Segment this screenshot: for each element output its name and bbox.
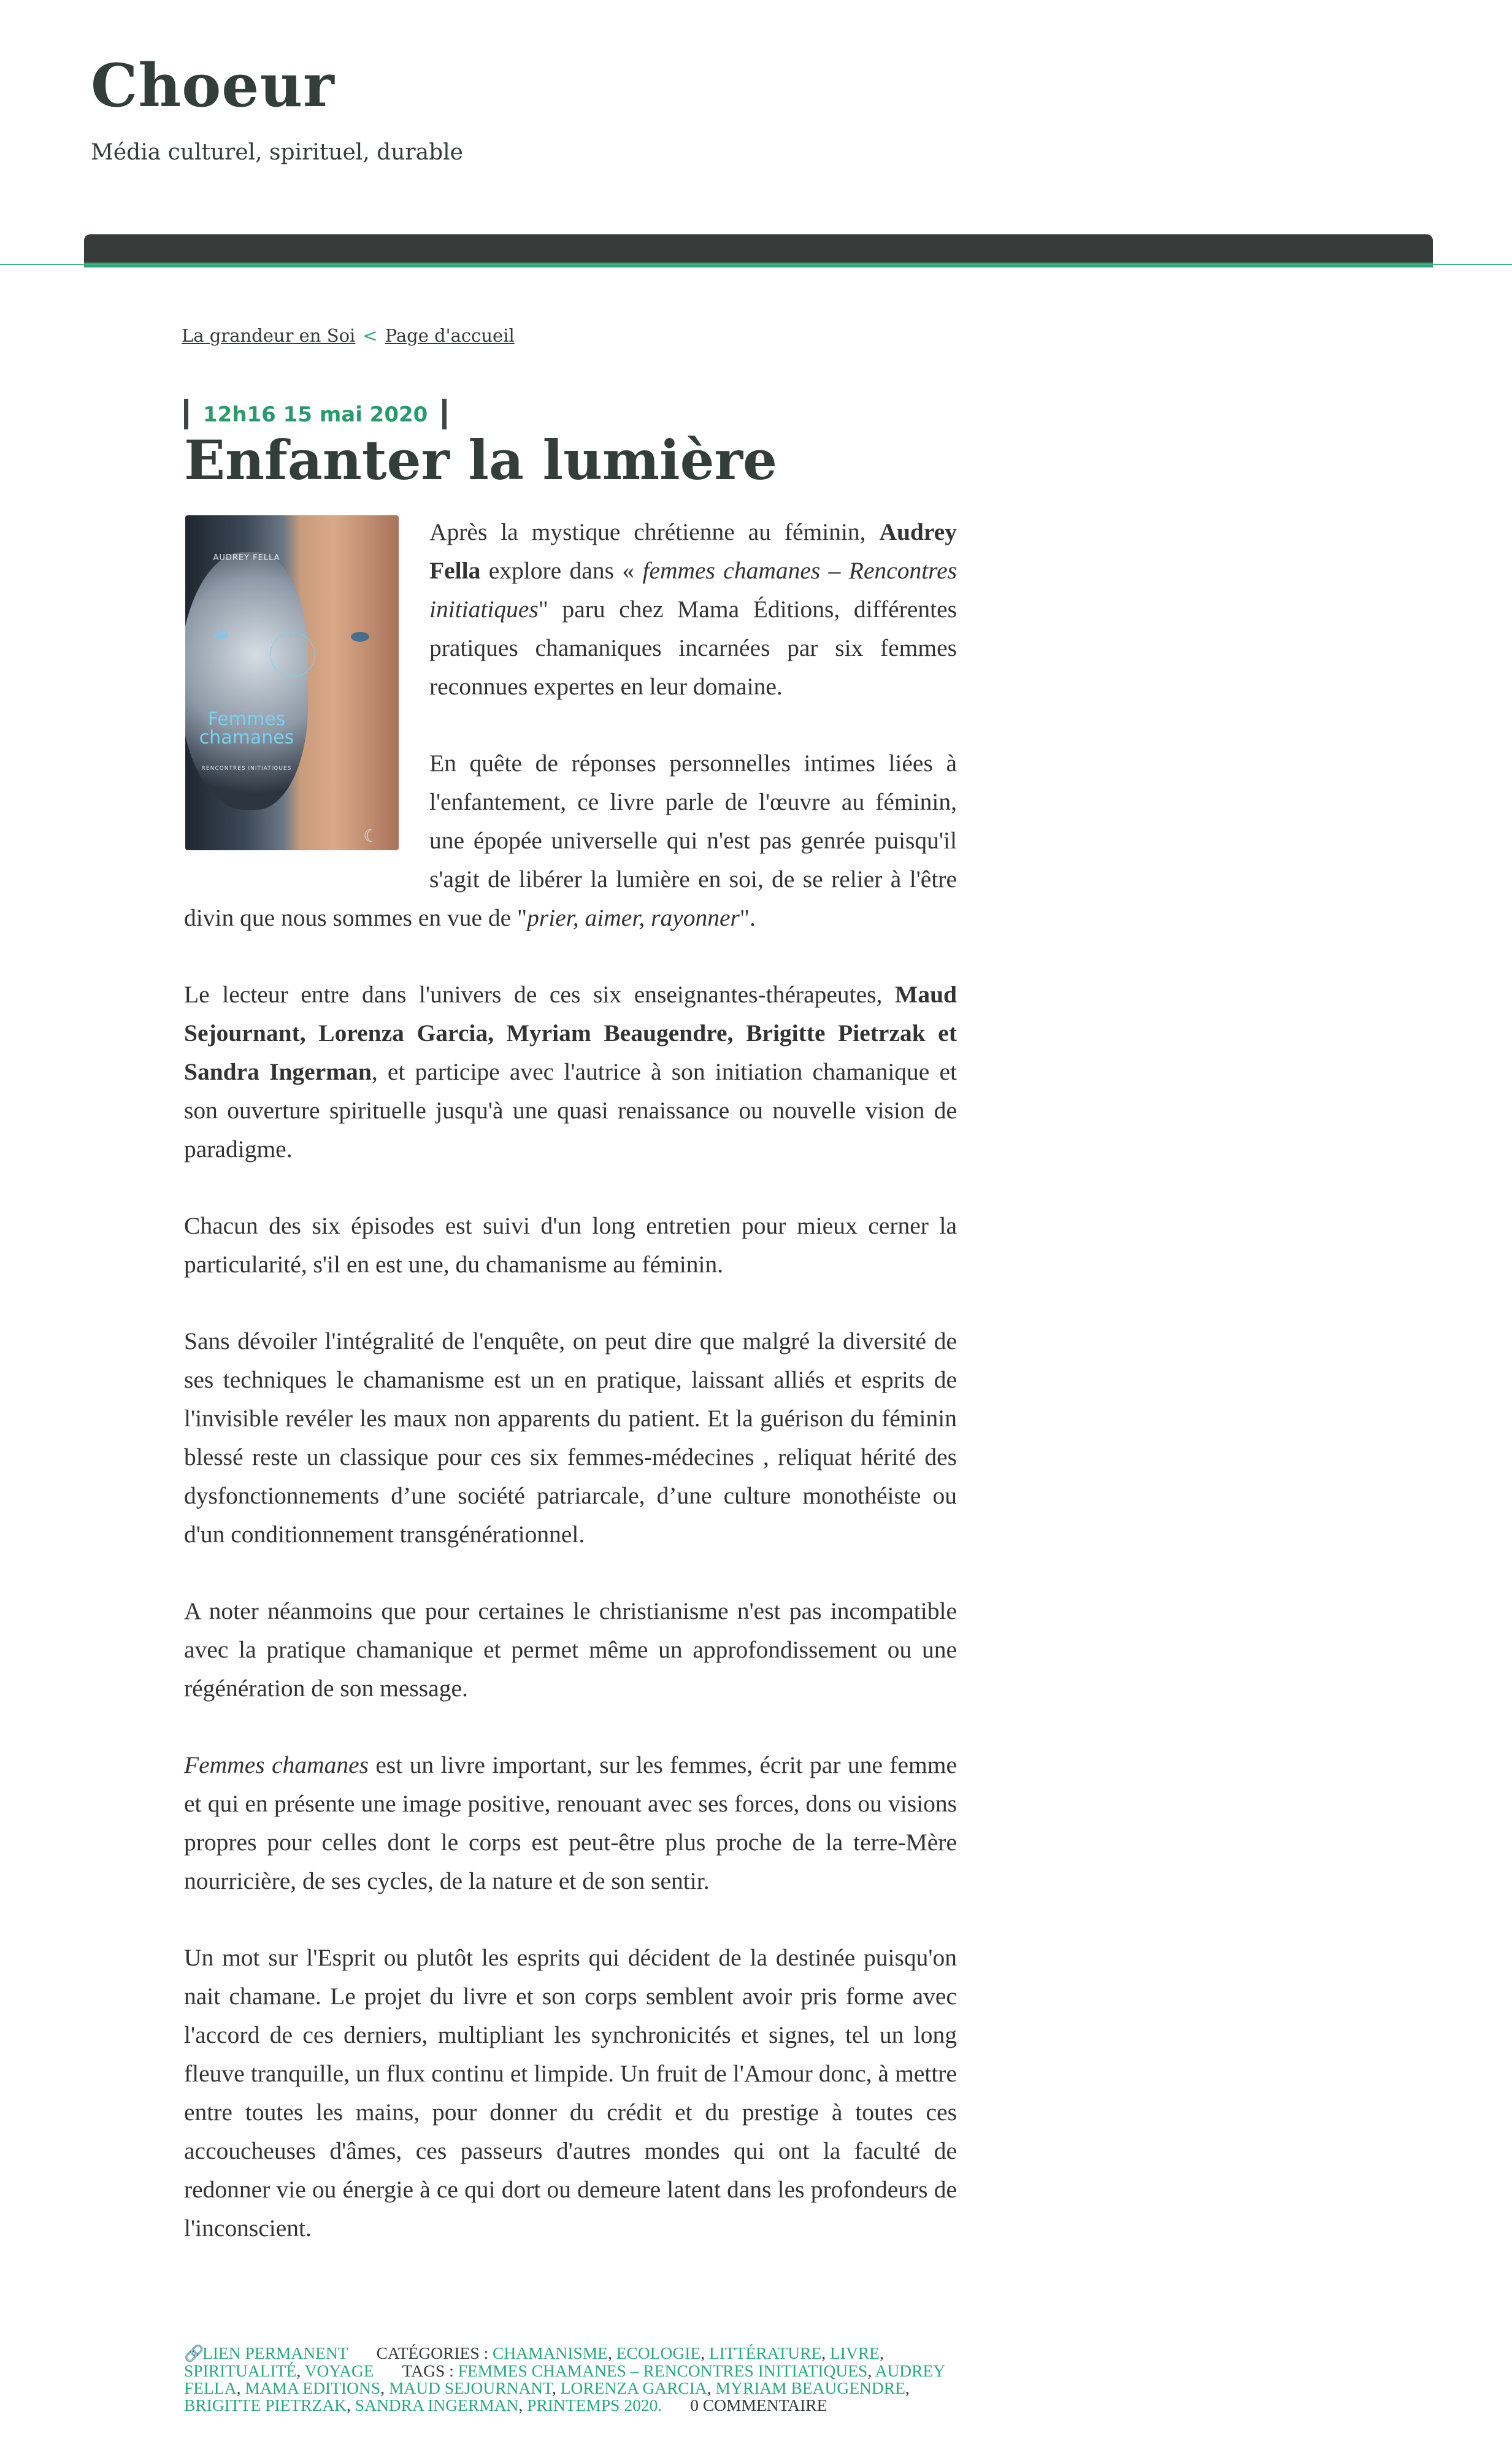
- post-content: [184, 513, 957, 2286]
- category-link[interactable]: VOYAGE: [304, 2361, 374, 2380]
- site-description: Média culturel, spirituel, durable: [91, 140, 463, 165]
- woman-eye: [351, 632, 369, 642]
- paragraph: Chacun des six épisodes est suivi d'un long entretien pour mieux cerner la particularité, s'il en est une, du chamanisme au féminin.: [184, 1212, 957, 1278]
- book-cover-image: [185, 515, 399, 850]
- tag-link[interactable]: PRINTEMPS 2020.: [527, 2396, 662, 2415]
- tag-link[interactable]: MAMA EDITIONS: [245, 2378, 381, 2397]
- permalink[interactable]: LIEN PERMANENT: [202, 2343, 348, 2362]
- cover-author: AUDREY FELLA: [213, 553, 280, 563]
- paragraph: Un mot sur l'Esprit ou plutôt les esprits qui décident de la destinée puisqu'on nait chamane. Le projet du livre et son corps semblent avoir pris forme avec l'accord de ces derniers, multipliant les synchronicités et signes, tel un long fleuve tranquille, un flux continu et limpide. Un fruit de l'Amour donc, à mettre entre toutes les mains, pour donner du crédit et du prestige à toutes ces accoucheuses d'âmes, ces passeurs d'autres mondes qui ont la faculté de redonner vie ou énergie à ce qui dort ou demeure latent dans les profondeurs de l'inconscient.: [184, 1944, 957, 2242]
- post-title: Enfanter la lumière: [184, 428, 777, 492]
- paragraph: Après la mystique chrétienne au féminin, Audrey Fella explore dans « femmes chamanes – Rencontres initiatiques" paru chez Mama Éditions, différentes pratiques chamaniques incarnées par six femmes reconnues expertes en leur domaine.: [429, 518, 957, 700]
- post-date: 12h16 15 mai 2020: [184, 399, 447, 429]
- tag-link[interactable]: FEMMES CHAMANES – RENCONTRES INITIATIQUES: [458, 2361, 868, 2380]
- breadcrumb: [182, 325, 515, 346]
- tag-link[interactable]: AUDREY FELLA: [184, 2361, 945, 2397]
- cover-title: Femmes chamanes: [199, 709, 294, 748]
- tag-link[interactable]: LORENZA GARCIA: [560, 2378, 707, 2397]
- tag-link[interactable]: BRIGITTE PIETRZAK: [184, 2396, 347, 2415]
- category-link[interactable]: SPIRITUALITÉ: [184, 2361, 297, 2380]
- comments-link[interactable]: 0 COMMENTAIRE: [690, 2396, 827, 2415]
- categories-label: CATÉGORIES :: [376, 2343, 489, 2362]
- tags-label: TAGS :: [402, 2361, 454, 2380]
- tag-link[interactable]: SANDRA INGERMAN: [355, 2396, 519, 2415]
- paragraph: En quête de réponses personnelles intimes liées à l'enfantement, ce livre parle de l'œuvre au féminin, une épopée universelle qui n'est pas genrée puisqu'il s'agit de libérer la lumière en soi, de se relier à l'être divin que nous sommes en vue de "prier, aimer, rayonner".: [184, 750, 957, 931]
- breadcrumb-link-home[interactable]: Page d'accueil: [385, 325, 515, 346]
- category-link[interactable]: CHAMANISME: [493, 2343, 608, 2362]
- header-divider: [0, 264, 1512, 265]
- wolf-eye: [215, 631, 228, 639]
- mandala-ornament: [270, 632, 315, 677]
- category-link[interactable]: ECOLOGIE: [616, 2343, 701, 2362]
- post-meta: 🔗LIEN PERMANENT CATÉGORIES : CHAMANISME, ECOLOGIE, LITTÉRATURE, LIVRE, SPIRITUALITÉ, VOYAGE TAGS : FEMMES CHAMANES – RENCONTRES INITIATIQUES, AUDREY FELLA, MAMA EDITIONS, MAUD SEJOURNANT, LORENZA GARCIA, MYRIAM BEAUGENDRE, BRIGITTE PIETRZAK, SANDRA INGERMAN, PRINTEMPS 2020. 0 COMMENTAIRE: [184, 2343, 945, 2415]
- paragraph: Le lecteur entre dans l'univers de ces six enseignantes-thérapeutes, Maud Sejournant, Lorenza Garcia, Myriam Beaugendre, Brigitte Pietrzak et Sandra Ingerman, et participe avec l'autrice à son initiation chamanique et son ouverture spirituelle jusqu'à une quasi renaissance ou nouvelle vision de paradigme.: [184, 981, 957, 1162]
- publisher-logo-icon: ☾: [363, 827, 379, 846]
- tag-link[interactable]: MAUD SEJOURNANT: [388, 2378, 552, 2397]
- category-link[interactable]: LIVRE: [830, 2343, 880, 2362]
- nav-bar: [84, 234, 1433, 267]
- link-icon: 🔗: [184, 2345, 204, 2363]
- breadcrumb-link-category[interactable]: La grandeur en Soi: [182, 325, 356, 346]
- paragraph: Femmes chamanes est un livre important, sur les femmes, écrit par une femme et qui en présente une image positive, renouant avec ses forces, dons ou visions propres pour celles dont le corps est peut-être plus proche de la terre-Mère nourricière, de ses cycles, de la nature et de son sentir.: [184, 1751, 957, 1894]
- breadcrumb-separator: <: [363, 325, 378, 346]
- paragraph: A noter néanmoins que pour certaines le christianisme n'est pas incompatible avec la pratique chamanique et permet même un approfondissement ou une régénération de son message.: [184, 1597, 957, 1702]
- paragraph: Sans dévoiler l'intégralité de l'enquête, on peut dire que malgré la diversité de ses techniques le chamanisme est un en pratique, laissant alliés et esprits de l'invisible revéler les maux non apparents du patient. Et la guérison du féminin blessé reste un classique pour ces six femmes-médecines , reliquat hérité des dysfonctionnements d’une société patriarcale, d’une culture monothéiste ou d'un conditionnement transgénérationnel.: [184, 1328, 957, 1548]
- cover-subtitle: RENCONTRES INITIATIQUES: [201, 766, 292, 772]
- category-link[interactable]: LITTÉRATURE: [708, 2343, 822, 2362]
- site-title[interactable]: Choeur: [91, 51, 335, 120]
- tag-link[interactable]: MYRIAM BEAUGENDRE: [715, 2378, 905, 2397]
